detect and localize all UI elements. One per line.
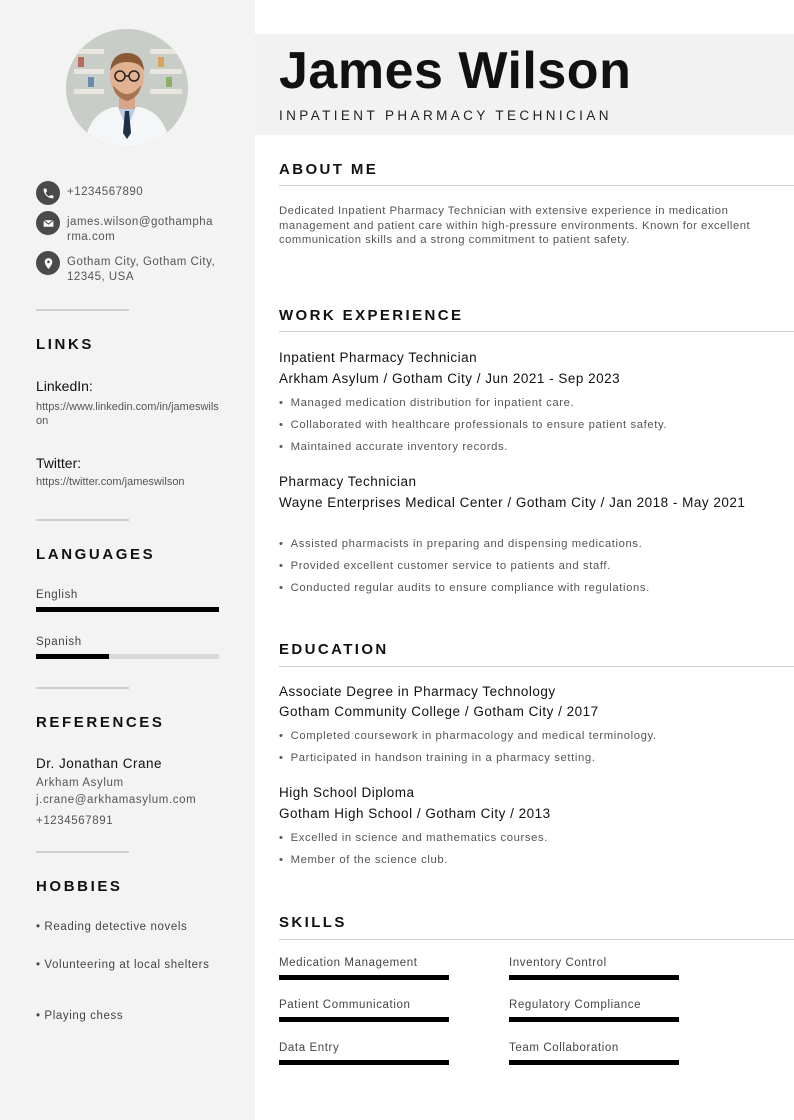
section-rule	[279, 185, 794, 186]
twitter-link[interactable]: https://twitter.com/jameswilson	[36, 476, 185, 488]
job-bullet: • Conducted regular audits to ensure compliance with regulations.	[279, 582, 650, 594]
job-employer: Wayne Enterprises Medical Center / Gotham City / Jan 2018 - May 2021	[279, 495, 746, 510]
phone-icon	[36, 181, 60, 205]
phone-text: +1234567890	[67, 186, 144, 198]
hobbies-heading: HOBBIES	[36, 878, 123, 895]
degree-title: Associate Degree in Pharmacy Technology	[279, 684, 556, 699]
school-info: Gotham High School / Gotham City / 2013	[279, 806, 551, 821]
links-heading: LINKS	[36, 336, 94, 353]
section-rule	[279, 939, 794, 940]
section-rule	[279, 666, 794, 667]
skill-level-bar	[509, 975, 679, 980]
divider	[36, 687, 129, 689]
address-text: Gotham City, Gotham City, 12345, USA	[67, 256, 216, 283]
skill-level-bar	[509, 1060, 679, 1065]
skill-level-bar	[279, 1060, 449, 1065]
education-bullet: • Member of the science club.	[279, 854, 448, 866]
contact-phone	[36, 181, 217, 205]
language-name: Spanish	[36, 636, 82, 648]
job-title: Inpatient Pharmacy Technician	[279, 350, 478, 365]
skill-name: Medication Management	[279, 957, 418, 969]
job-bullet: • Assisted pharmacists in preparing and dispensing medications.	[279, 538, 642, 550]
reference-org: Arkham Asylum	[36, 777, 124, 789]
job-bullet: • Maintained accurate inventory records.	[279, 441, 508, 453]
skill-name: Patient Communication	[279, 999, 411, 1011]
references-heading: REFERENCES	[36, 714, 165, 731]
skill-name: Regulatory Compliance	[509, 999, 642, 1011]
section-rule	[279, 331, 794, 332]
languages-heading: LANGUAGES	[36, 546, 156, 563]
job-employer: Arkham Asylum / Gotham City / Jun 2021 - Sep 2023	[279, 371, 621, 386]
language-name: English	[36, 589, 78, 601]
job-bullet: • Managed medication distribution for inpatient care.	[279, 397, 574, 409]
contact-address	[36, 251, 217, 285]
mail-icon	[36, 211, 60, 235]
candidate-name: James Wilson	[279, 42, 632, 100]
job-role: INPATIENT PHARMACY TECHNICIAN	[279, 108, 612, 123]
divider	[36, 309, 129, 311]
experience-heading: WORK EXPERIENCE	[279, 307, 464, 324]
skill-level-bar	[509, 1017, 679, 1022]
skills-heading: SKILLS	[279, 914, 347, 931]
reference-email[interactable]: j.crane@arkhamasylum.com	[36, 794, 197, 806]
profile-photo	[66, 29, 188, 147]
skill-name: Inventory Control	[509, 957, 607, 969]
linkedin-link[interactable]: https://www.linkedin.com/in/jameswilson	[36, 401, 219, 427]
reference-phone: +1234567891	[36, 815, 114, 827]
hobby-item: • Reading detective novels	[36, 921, 188, 933]
skill-name: Data Entry	[279, 1042, 340, 1054]
education-heading: EDUCATION	[279, 641, 389, 658]
reference-name: Dr. Jonathan Crane	[36, 756, 163, 771]
divider	[36, 519, 129, 521]
skill-name: Team Collaboration	[509, 1042, 619, 1054]
language-level-bar	[36, 607, 219, 612]
location-pin-icon	[36, 251, 60, 275]
school-info: Gotham Community College / Gotham City / 2017	[279, 704, 599, 719]
education-bullet: • Excelled in science and mathematics courses.	[279, 832, 548, 844]
linkedin-label: LinkedIn:	[36, 378, 93, 394]
job-bullet: • Collaborated with healthcare professionals to ensure patient safety.	[279, 419, 667, 431]
hobby-item: • Volunteering at local shelters	[36, 959, 210, 971]
education-bullet: • Participated in handson training in a pharmacy setting.	[279, 752, 595, 764]
education-bullet: • Completed coursework in pharmacology and medical terminology.	[279, 730, 657, 742]
hobby-item: • Playing chess	[36, 1010, 124, 1022]
twitter-label: Twitter:	[36, 455, 82, 471]
job-title: Pharmacy Technician	[279, 474, 417, 489]
contact-email	[36, 211, 217, 245]
skill-level-bar	[279, 1017, 449, 1022]
skill-level-bar	[279, 975, 449, 980]
language-level-bar	[36, 654, 219, 659]
about-heading: ABOUT ME	[279, 161, 379, 178]
about-text: Dedicated Inpatient Pharmacy Technician with extensive experience in medication management and patient care within high-pressure environments. Known for excellent communication skills and a strong commitment to patient safety.	[279, 205, 751, 246]
email-text[interactable]: james.wilson@gothampharma.com	[67, 216, 214, 243]
degree-title: High School Diploma	[279, 785, 415, 800]
job-bullet: • Provided excellent customer service to patients and staff.	[279, 560, 611, 572]
divider	[36, 851, 129, 853]
